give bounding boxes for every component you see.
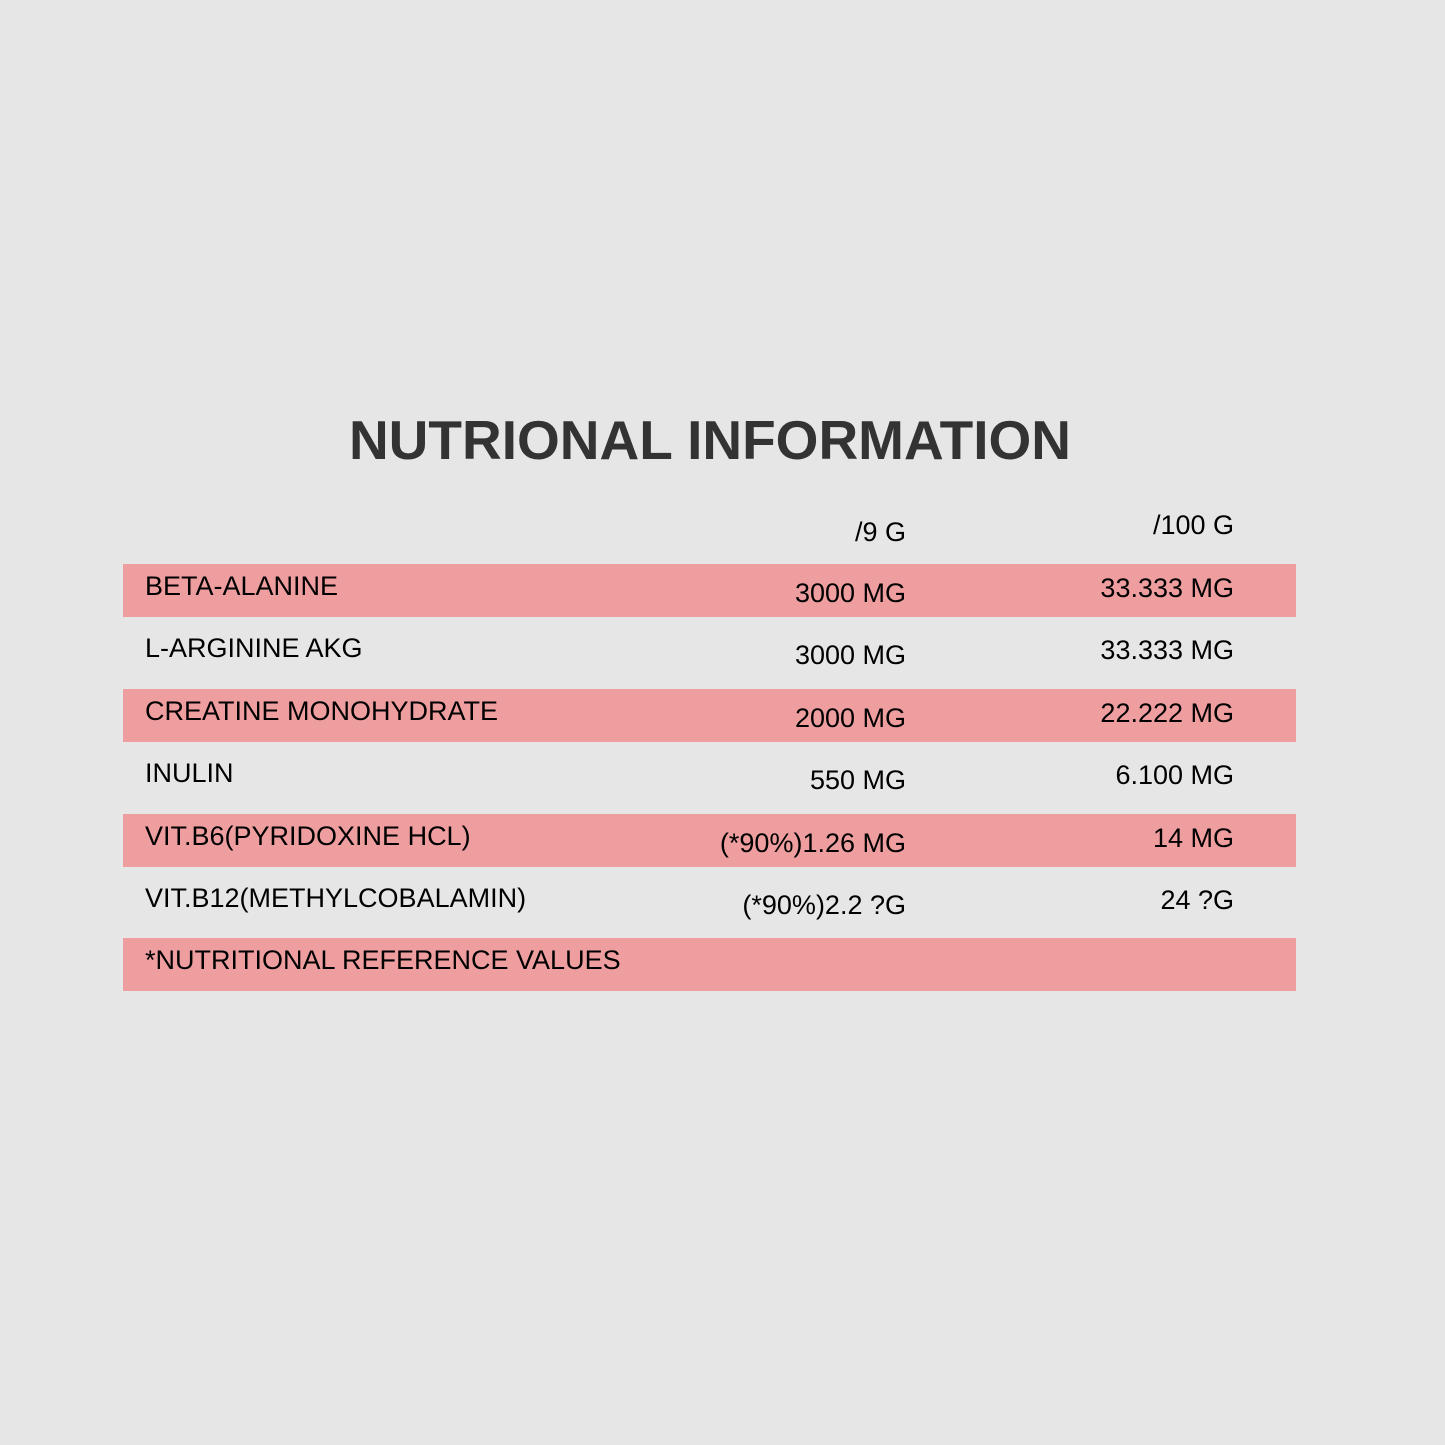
ingredient-per-serving: (*90%)1.26 MG xyxy=(719,827,906,858)
header-per-serving: /9 G xyxy=(854,517,906,547)
ingredient-name: L-ARGININE AKG xyxy=(145,633,363,664)
ingredient-per-serving: 3000 MG xyxy=(794,640,906,671)
table-row xyxy=(123,814,1296,867)
footnote-row xyxy=(123,938,1296,991)
ingredient-per-serving: 2000 MG xyxy=(794,702,906,733)
table-row xyxy=(123,751,1296,804)
ingredient-per-100g: 33.333 MG xyxy=(1100,573,1234,603)
ingredient-per-serving: 3000 MG xyxy=(794,578,906,608)
table-row xyxy=(123,689,1296,742)
ingredient-per-serving: 550 MG xyxy=(809,765,906,796)
ingredient-name: VIT.B12(METHYLCOBALAMIN) xyxy=(145,882,527,913)
table-row xyxy=(123,626,1296,679)
ingredient-name: BETA-ALANINE xyxy=(145,571,339,601)
nutrition-table xyxy=(123,564,1296,1001)
ingredient-per-100g: 6.100 MG xyxy=(1115,760,1234,791)
ingredient-per-100g: 14 MG xyxy=(1152,822,1234,853)
ingredient-per-100g: 24 ?G xyxy=(1160,884,1234,915)
ingredient-per-serving: (*90%)2.2 ?G xyxy=(742,889,906,920)
table-row xyxy=(123,876,1296,929)
ingredient-per-100g: 33.333 MG xyxy=(1100,635,1234,666)
table-row xyxy=(123,564,1296,617)
ingredient-name: CREATINE MONOHYDRATE xyxy=(145,695,499,726)
ingredient-name: VIT.B6(PYRIDOXINE HCL) xyxy=(145,820,471,851)
footnote-text: *NUTRITIONAL REFERENCE VALUES xyxy=(145,945,621,976)
page-title: NUTRIONAL INFORMATION xyxy=(348,409,1072,471)
table-header xyxy=(123,505,1296,555)
header-per-100g: /100 G xyxy=(1152,510,1234,540)
ingredient-per-100g: 22.222 MG xyxy=(1100,697,1234,728)
ingredient-name: INULIN xyxy=(145,758,234,789)
